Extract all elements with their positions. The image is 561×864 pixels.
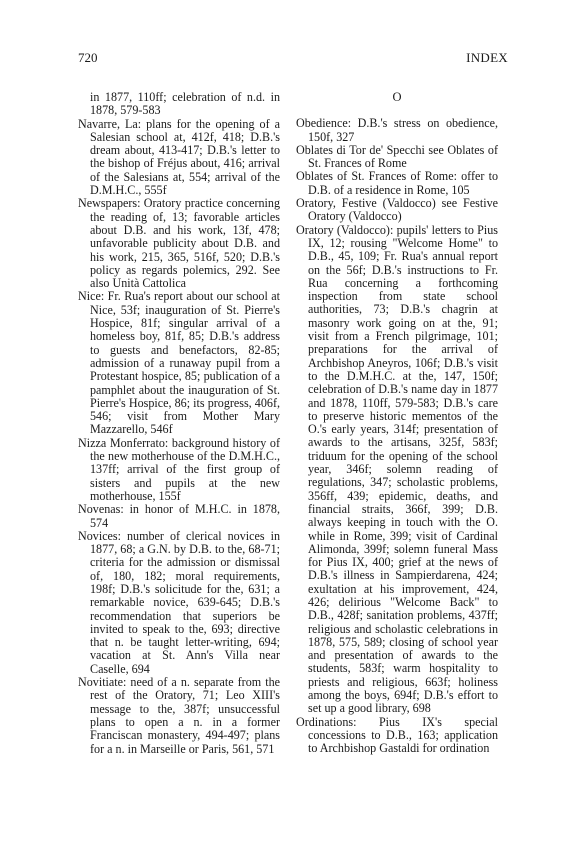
index-entry: Oratory (Valdocco): pupils' letters to Pius IX, 12; rousing "Welcome Home" to D.B., 45, 109; Fr. Rua's annual report on the 56f; D.B.'s instructions to Fr. Rua concerning a forthcoming inspection from state school authorities, 73; D.B.'s chagrin at masonry work going on at the, 91; visit from a French pilgrimage, 101; preparations for the arrival of Archbishop Aneyros, 106f; D.B.'s visit to the D.M.H.C. at the, 147, 150f; celebration of D.B.'s name day in 1877 and 1878, 110ff, 579-583; D.B.'s care to preserve historic mementos of the O.'s early years, 314f; presentation of awards to the artisans, 325f, 583f; triduum for the opening of the school year, 346f; solemn reading of regulations, 347; scholastic problems, 356ff, 439; epidemic, deaths, and financial straits, 366f, 399; D.B. always keeping in touch with the O. while in Rome, 399; visit of Cardinal Alimonda, 399f; solemn funeral Mass for Pius IX, 400; grief at the news of D.B.'s illness in Sampierdarena, 424; exultation at his improvement, 424, 426; delirious "Welcome Back" to D.B., 428f; sanitation problems, 437ff; religious and scholastic celebrations in 1878, 575, 589; closing of school year and presentation of awards to the students, 583f; warm hospitality to priests and religious, 663f; holiness among the boys, 694f; D.B.'s effort to set up a good library, 698 (296, 222, 498, 716)
index-entry: Novenas: in honor of M.H.C. in 1878, 574 (78, 502, 280, 530)
index-column-left (78, 91, 280, 756)
index-entry: Newspapers: Oratory practice concerning the reading of, 13; favorable articles about D.B. and his work, 13f, 478; unfavorable publicity about D.B. and his work, 215, 365, 516f, 520; D.B.'s policy as regards polemics, 292. See also Unità Cattolica (78, 196, 280, 291)
index-entry: Navarre, La: plans for the opening of a Salesian school at, 412f, 418; D.B.'s dream about, 413-417; D.B.'s letter to the bishop of Fréjus about, 416; arrival of the Salesians at, 554; arrival of the D.M.H.C., 555f (78, 116, 280, 198)
index-column-right (296, 91, 498, 756)
running-head: INDEX (466, 50, 508, 65)
index-entry: Oblates di Tor de' Specchi see Oblates of St. Frances of Rome (296, 142, 498, 171)
index-entry: Obedience: D.B.'s stress on obedience, 150f, 327 (296, 116, 498, 144)
page-number: 720 (78, 50, 98, 65)
page-header (78, 50, 508, 68)
index-entry: Novitiate: need of a n. separate from the rest of the Oratory, 71; Leo XIII's message to the, 387f; unsuccessful plans to open a n. in a former Franciscan monastery, 494-497; plans for a n. in Marseille or Paris, 561, 571 (78, 675, 280, 756)
index-entry: Nizza Monferrato: background history of the new motherhouse of the D.M.H.C., 137ff; arrival of the first group of sisters and pupils at the new motherhouse, 155f (78, 435, 280, 503)
index-entry: Nice: Fr. Rua's report about our school at Nice, 53f; inauguration of St. Pierre's Hospice, 81f; singular arrival of a homeless boy, 81f, 85; D.B.'s address to guests and benefactors, 82-85; admission of a runaway pupil from a Protestant hospice, 85; publication of a pamphlet about the inauguration of St. Pierre's Hospice, 86; its progress, 406f, 546; visit from Mother Mary Mazzarello, 546f (78, 289, 280, 437)
index-entry: Novices: number of clerical novices in 1877, 68; a G.N. by D.B. to the, 68-71; criteria for the admission or dismissal of, 180, 182; moral requirements, 198f; D.B.'s solicitude for the, 631; a remarkable novice, 639-645; D.B.'s recommendation that superiors be invited to speak to the, 693; directive that n. be taught letter-writing, 694; vacation at St. Ann's Villa near Caselle, 694 (78, 528, 280, 676)
letter-heading: O (392, 90, 402, 104)
index-entry: Ordinations: Pius IX's special concessions to D.B., 163; application to Archbishop Gastaldi for ordination (296, 714, 498, 756)
index-entry: in 1877, 110ff; celebration of n.d. in 1878, 579-583 (90, 90, 280, 118)
index-entry: Oratory, Festive (Valdocco) see Festive Oratory (Valdocco) (296, 196, 498, 224)
index-entry: Oblates of St. Frances of Rome: offer to D.B. of a residence in Rome, 105 (296, 169, 498, 197)
